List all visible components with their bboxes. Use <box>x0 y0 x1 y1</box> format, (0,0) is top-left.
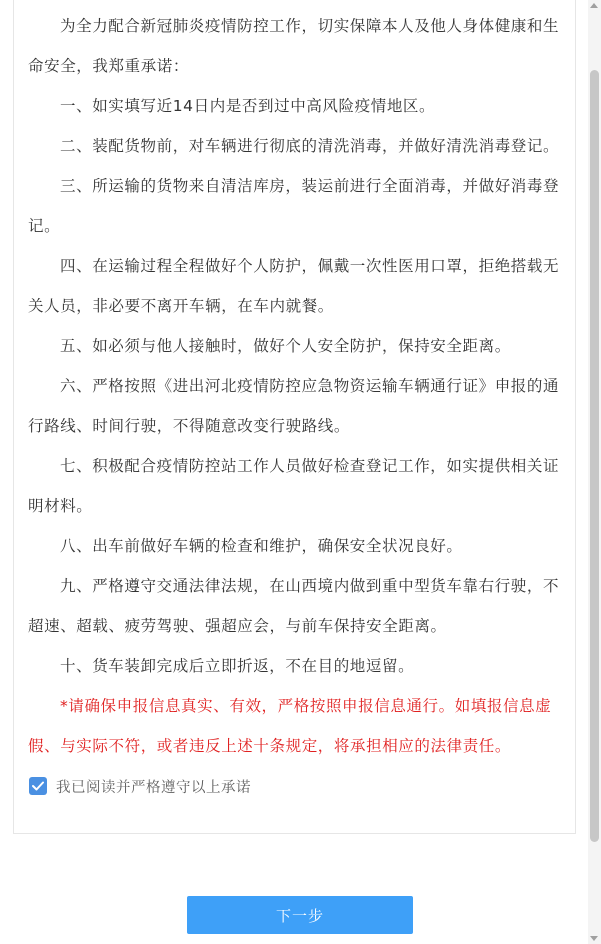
pledge-item-4: 四、在运输过程全程做好个人防护，佩戴一次性医用口罩，拒绝搭载无关人员，非必要不离开车辆，在车内就餐。 <box>28 257 560 315</box>
agreement-checkbox[interactable] <box>29 777 47 795</box>
pledge-item-9: 九、严格遵守交通法律法规，在山西境内做到重中型货车靠右行驶，不超速、超载、疲劳驾驶、强超应会，与前车保持安全距离。 <box>28 577 560 635</box>
legal-warning: *请确保申报信息真实、有效，严格按照申报信息通行。如填报信息虚假、与实际不符，或者违反上述十条规定，将承担相应的法律责任。 <box>28 697 552 755</box>
scroll-down-arrow-icon[interactable] <box>590 936 598 941</box>
pledge-item-7: 七、积极配合疫情防控站工作人员做好检查登记工作，如实提供相关证明材料。 <box>28 457 560 515</box>
scroll-up-arrow-icon[interactable] <box>590 3 598 8</box>
next-step-button[interactable]: 下一步 <box>187 896 413 934</box>
pledge-item-10: 十、货车装卸完成后立即折返，不在目的地逗留。 <box>60 657 415 675</box>
pledge-item-8: 八、出车前做好车辆的检查和维护，确保安全状况良好。 <box>60 537 463 555</box>
pledge-item-3: 三、所运输的货物来自清洁库房，装运前进行全面消毒，并做好消毒登记。 <box>28 177 560 235</box>
pledge-item-6: 六、严格按照《进出河北疫情防控应急物资运输车辆通行证》申报的通行路线、时间行驶，不得随意改变行驶路线。 <box>28 377 560 435</box>
pledge-item-1: 一、如实填写近14日内是否到过中高风险疫情地区。 <box>60 97 436 115</box>
check-icon <box>32 781 44 791</box>
pledge-item-2: 二、装配货物前，对车辆进行彻底的清洗消毒，并做好清洗消毒登记。 <box>60 137 560 155</box>
pledge-item-5: 五、如必须与他人接触时，做好个人安全防护，保持安全距离。 <box>60 337 511 355</box>
pledge-intro: 为全力配合新冠肺炎疫情防控工作，切实保障本人及他人身体健康和生命安全，我郑重承诺： <box>28 17 560 75</box>
agreement-checkbox-row[interactable] <box>29 776 251 796</box>
scrollbar-thumb[interactable] <box>590 70 599 842</box>
vertical-scrollbar[interactable] <box>588 0 601 944</box>
agreement-label: 我已阅读并严格遵守以上承诺 <box>56 779 251 796</box>
